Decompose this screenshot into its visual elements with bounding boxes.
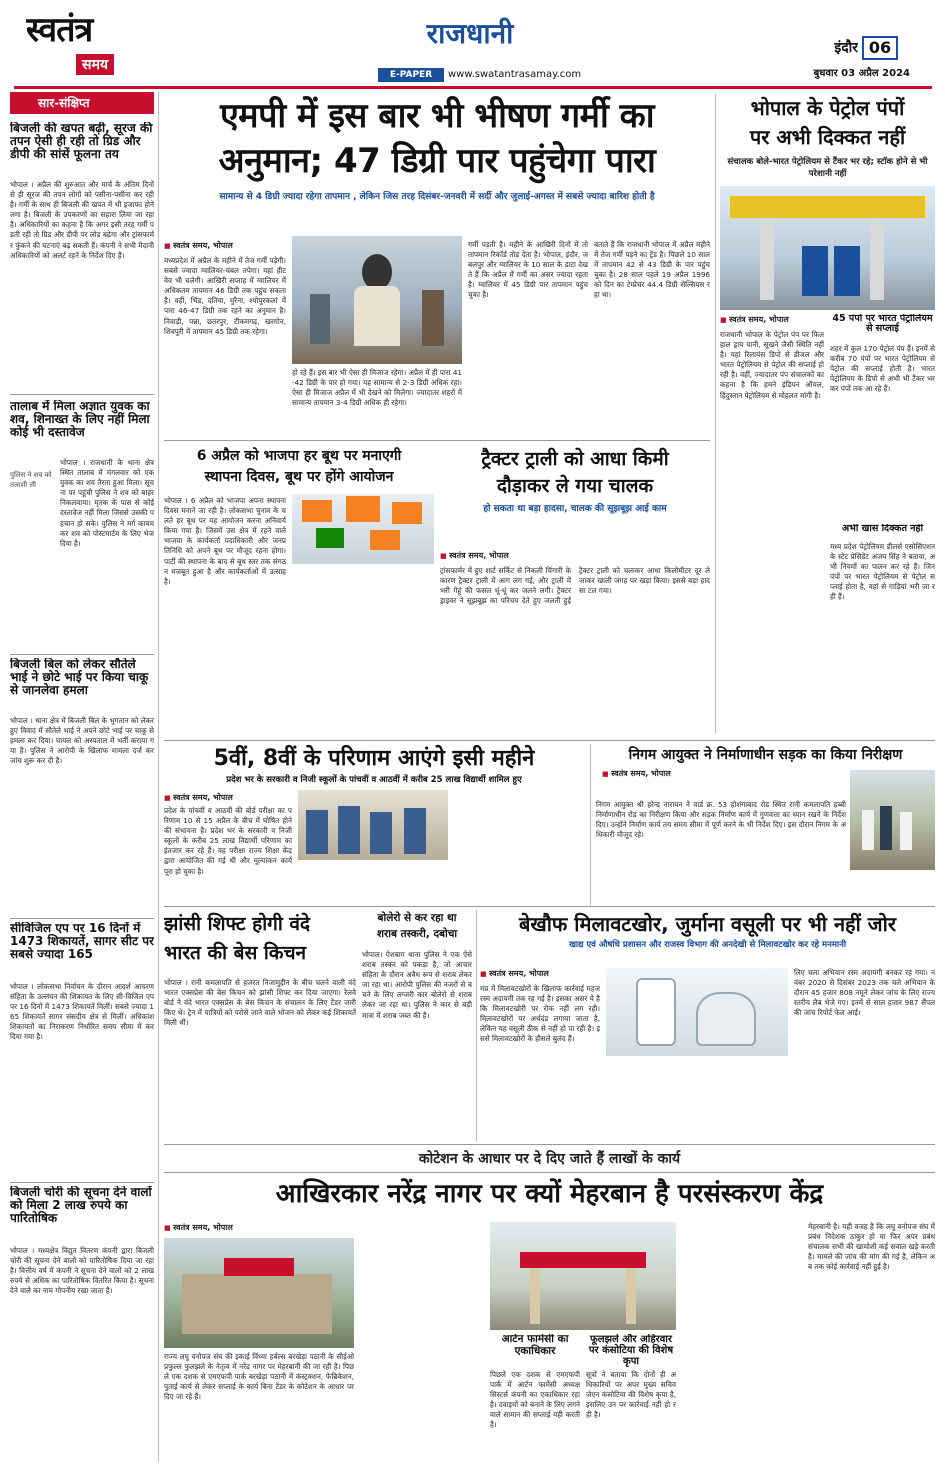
contract-box2-body: सूत्रों ने बताया कि दोनों ही अधिकारियों पर अपर मुख्य सचिव जेएन कंसोटिया की विशेष कृपा है, इसलिए उन पर कार्रवाई नहीं हो रही है। <box>586 1370 676 1420</box>
adulteration-headline: बेखौफ मिलावटखोर, जुर्माना वसूली पर भी नहीं जोर <box>518 912 897 936</box>
contract-headline: आखिरकार नरेंद्र नागर पर क्यों मेहरबान है परसंस्करण केंद्र <box>275 1179 824 1209</box>
petrol-box1-title: 45 पंपों पर भारत पेट्रोलियम से सप्लाई <box>832 314 933 335</box>
lead-story <box>164 94 710 434</box>
logo-line1: स्वतंत्र <box>26 10 93 50</box>
adulteration-body-col3: लिए चला अभियान रस्म अदायगी बनकर रह गया। नवंबर 2020 से दिसंबर 2023 तक चले अभियान के दौरान 45 हजार 808 नमूने लेकर जांच के लिए राज्य स्तरीय लैब भेजे गए। इनमें से साल हजार 987 सैंपल की जांच रिपोर्ट फेल आई। <box>794 968 935 1018</box>
contract-kicker: कोटेशन के आधार पर दे दिए जाते हैं लाखों के कार्य <box>418 1151 681 1167</box>
lead-headline-line1: एमपी में इस बार भी भीषण गर्मी का <box>219 96 655 136</box>
tractor-byline: ■ स्वतंत्र समय, भोपाल <box>440 550 560 562</box>
sidebar-item-body: भोपाल । थाना क्षेत्र में बिजली बिल के भुगतान को लेकर हुए विवाद में सौतेले भाई ने अपने छोटे भाई पर चाकू से हमला कर दिया। घायल को अस्पताल में भर्ती कराया गया है। पुलिस ने आरोपी के खिलाफ मामला दर्ज कर जांच शुरू कर दी है। <box>10 716 154 766</box>
adulteration-body: मप्र में मिलावटखोरों के खिलाफ कार्रवाई महज रस्म अदायगी तक रह गई है। इसका असर ये है कि मिलावटखोरी पर रोक नहीं लग रही। मिलावटखोरों पर अर्थदंड लगाया जाता है, लेकिन यह वसूली ठीक से नहीं हो पा रही है। इससे मिलावटखोरों के हौसले बुलंद हैं। <box>480 984 600 1044</box>
liquor-headline-line2: शराब तस्करी, दबोचा <box>376 928 458 940</box>
vindhya-herbals-gate-photo <box>490 1222 676 1330</box>
tractor-body: ट्रांसफार्मर में हुए शार्ट सर्किट से निकली चिंगारी के कारण ट्रैक्टर ट्राली में आग लग गई, और ट्राली में भरी गेहूं की फसल धूं-धूं कर जलने लगी। ट्रैक्टर ड्राइवर ने सूझबूझ का परिचय देते हुए जलती हुई ट्रैक्टर ट्राली को चलाकर आधा किलोमीटर दूर ले जाकर खाली जगह पर खड़ा किया। इससे बड़ा हादसा टल गया। <box>440 566 710 606</box>
bjp-flags-photo <box>292 494 434 564</box>
sidebar <box>10 92 154 1462</box>
section-divider <box>164 906 935 907</box>
petrol-headline-line2: पर अभी दिक्कत नहीं <box>749 125 906 149</box>
contract-body-right: मेहरबानी है। यही वजह है कि लघु वनोपज संघ में प्रबंध निदेशक ठाकुर हो या फिर अपर प्रबंध संचालक सभी की खामोशी कई सवाल खड़े करती है। मामले की जांच की मांग की गई है, लेकिन अब तक कोई कार्रवाई नहीं हुई है। <box>808 1222 935 1272</box>
adulteration-story <box>480 910 935 1142</box>
bjp-body-cont <box>292 568 434 736</box>
road-body: निगम आयुक्त श्री हरेन्द्र नारायन ने वार्ड क्र. 53 होशंगाबाद रोड स्थित रानी कमलापति हब्बी निर्माणाधीन रोड का निरीक्षण किया और सड़क निर्माण कार्य में गुणवत्ता का ध्यान रखने के निर्देश दिए। उन्होंने निर्माण कार्य तय समय सीमा में पूर्ण करने के भी निर्देश दिए। इस दौरान निगम के अधिकारी मौजूद रहे। <box>596 800 846 840</box>
sidebar-item-headline: तालाब में मिला अज्ञात युवक का शव, शिनाख्त के लिए नहीं मिला कोई भी दस्तावेज <box>10 400 150 440</box>
liquor-story <box>362 910 472 1140</box>
road-headline: निगम आयुक्त ने निर्माणाधीन सड़क का किया निरीक्षण <box>628 747 903 763</box>
bjp-headline-line2: स्थापना दिवस, बूथ पर होंगे आयोजन <box>204 469 394 485</box>
logo-line2: समय <box>76 54 114 75</box>
petrol-byline: ■ स्वतंत्र समय, भोपाल <box>720 314 826 326</box>
kicker-rule <box>164 1172 935 1173</box>
petrol-subhead: संचालक बोले-भारत पेट्रोलियम से टैंकर भर रहे; स्टॉक होने से भी परेशानी नहीं <box>727 157 928 179</box>
sidebar-item-headline: बिजली बिल को लेकर सौतेले भाई ने छोटे भाई पर किया चाकू से जानलेवा हमला <box>10 658 149 698</box>
sidebar-item-headline: बिजली चोरी की सूचना देने वालों को मिला 2 लाख रुपये का पारितोषिक <box>10 1186 152 1226</box>
sidebar-item <box>10 658 154 918</box>
logo <box>26 10 146 80</box>
section-divider <box>164 1144 935 1145</box>
petrol-body-col1: राजधानी भोपाल के पेट्रोल पंप पर फिलहाल ड्राय यानी, सूखने जैसी स्थिति नहीं है। यहां रिलायंस डिपो से डीजल और भारत पेट्रोलियम से पेट्रोल की सप्लाई हो रही है। वहीं, ज्यादातर पंप संचालकों का कहना है कि हमने इंडियन ऑयल, हिंदुस्तान पेट्रोलियम से मोहलत मांगी है। <box>720 330 824 400</box>
lead-headline-line2: अनुमान; 47 डिग्री पार पहुंचेगा पारा <box>218 141 656 181</box>
sidebar-item-body: भोपाल । राजधानी के थाना क्षेत्र स्थित तालाब में मंगलवार को एक युवक का शव तैरता हुआ मिला। सूचना पर पहुंची पुलिस ने शव को बाहर निकलवाया। मृतक के पास से कोई दस्तावेज नहीं मिला जिससे उसकी पहचान हो सके। पुलिस ने मर्ग कायम कर शव को पोस्टमार्टम के लिए भेज दिया है। <box>60 458 154 548</box>
lead-body-col2: हो रहे हैं। इस बार भी ऐसा ही मिजाज रहेगा। अप्रैल में ही पारा 41-42 डिग्री के पार हो गया। यह सामान्य से 2-3 डिग्री अधिक रहा। ऐसा ही मिजाज अप्रैल में भी देखने को मिलेगा। ज्यादातर शहरों में सामान्य तापमान 3-4 डिग्री अधिक ही रहेगा। <box>292 368 462 408</box>
results-body: प्रदेश के पांचवीं व आठवीं की बोर्ड परीक्षा का परिणाम 10 से 15 अप्रैल के बीच में घोषित होने की संभावना है। प्रदेश भर के सरकारी व निजी स्कूलों के करीब 25 लाख विद्यार्थी परिणाम का इंतजार कर रहे हैं। यह परीक्षा राज्य शिक्षा केंद्र द्वारा आयोजित की गई थी और मूल्यांकन कार्य पूरा हो चुका है। <box>164 806 292 876</box>
lead-body-col4: बताते हैं कि राजधानी भोपाल में अप्रैल महीने में तेज गर्मी पड़ने का ट्रेंड है। पिछले 10 साल में तापमान 42 से 43 डिग्री के पार पहुंच चुका है। 28 साल पहले 19 अप्रैल 1996 को दिन का टेम्प्रेचर 44.4 डिग्री सेल्सियस रहा था। <box>594 240 710 300</box>
petrol-box2 <box>830 524 935 734</box>
jhansi-body: भोपाल । रानी कमलापति से हजरत निजामुद्दीन के बीच चलने वाली वंदे भारत एक्सप्रेस की बेस किचन को झांसी शिफ्ट कर दिया जाएगा। रेलवे बोर्ड ने वंदे भारत एक्सप्रेस के बेस किचन के संचालन के लिए टेंडर जारी किए थे। ट्रेन में यात्रियों को परोसे जाने वाले भोजन को लेकर कई शिकायतें मिली थीं। <box>164 978 356 1028</box>
jhansi-story <box>164 910 356 1140</box>
divider <box>10 1182 154 1183</box>
sidebar-item-caption: पुलिस ने शव को तलाशी ली <box>10 471 52 489</box>
road-story <box>596 744 935 904</box>
results-body-cont <box>454 780 584 904</box>
contract-body-col2 <box>360 1222 484 1462</box>
sidebar-item <box>10 922 154 1190</box>
petrol-box2-title: अभी खास दिक्कत नहीं <box>841 524 924 534</box>
results-story <box>164 744 584 904</box>
petrol-headline-line1: भोपाल के पेट्रोल पंपों <box>750 96 905 120</box>
column-divider <box>590 744 591 906</box>
petrol-pump-photo <box>720 186 935 310</box>
sidebar-divider <box>158 92 159 1462</box>
sidebar-item-body: भोपाल । मध्यक्षेत्र विद्युत वितरण कंपनी द्वारा बिजली चोरी की सूचना देने वालों को पारितोषिक दिया जा रहा है। वित्तीय वर्ष में कंपनी ने सूचना देने वालों को 2 लाख रुपये से अधिक का पारितोषिक वितरित किया है। सूचना देने वाले का नाम गोपनीय रखा जाता है। <box>10 1246 154 1296</box>
results-subhead: प्रदेश भर के सरकारी व निजी स्कूलों के पांचवीं व आठवीं में करीब 25 लाख विद्यार्थी शामिल हुए <box>226 775 522 785</box>
sidebar-item-body: भोपाल । लोकसभा निर्वाचन के दौरान आदर्श आचरण संहिता के उल्लंघन की शिकायत के लिए सी-विजिल एप पर 16 दिनों में 1473 शिकायतें मिलीं। सबसे ज्यादा 165 शिकायतें सागर संसदीय क्षेत्र से मिलीं। अधिकांश शिकायतों का निराकरण निर्धारित समय सीमा में कर दिया गया है। <box>10 982 154 1042</box>
liquor-body: भोपाल। ऐशबाग थाना पुलिस ने एक ऐसे शराब तस्कर को पकड़ा है, जो आचार संहिता के दौरान अवैध रूप से शराब लेकर जा रहा था। आरोपी पुलिस की नजरों से बचने के लिए लग्जरी कार बोलेरो से शराब लेकर जा रहा था। पुलिस ने कार से बड़ी मात्रा में शराब जब्त की है। <box>362 950 472 1020</box>
contract-body-col4 <box>682 1222 802 1462</box>
results-headline: 5वीं, 8वीं के परिणाम आएंगे इसी महीने <box>213 746 535 771</box>
divider <box>10 394 154 395</box>
city-label: इंदौर <box>834 40 858 56</box>
milk-photo <box>606 968 788 1056</box>
sidebar-item <box>10 122 154 342</box>
sidebar-item <box>10 400 154 640</box>
adulteration-subhead: खाद्य एवं औषधि प्रशासन और राजस्व विभाग की अनदेखी से मिलावटखोर कर रहे मनमानी <box>568 940 847 950</box>
masthead <box>0 0 945 88</box>
divider <box>10 918 154 919</box>
lead-byline: ■ स्वतंत्र समय, भोपाल <box>164 240 284 252</box>
section-title: राजधानी <box>426 17 514 50</box>
tractor-subhead: हो सकता था बड़ा हादसा, चालक की सूझबूझ आई काम <box>483 504 667 514</box>
contract-byline: ■ स्वतंत्र समय, भोपाल <box>164 1222 304 1234</box>
section-divider <box>164 740 935 741</box>
contract-body: राज्य लघु वनोपज संघ की इकाई विंध्या हर्बल्स बरखेड़ा पठानी के सीईओ प्रफुल्ल फुलझले के नेतृत्व में नरेंद्र नागर पर मेहरबानी की जा रही है। पिछले एक दशक से एमएफपी पार्क बरखेड़ा पठानी में कंस्ट्रक्शन, फेब्रिकेशन, पुताई कार्य से लेकर सप्लाई के कार्य बिना टेंडर के कोटेशन के आधार पर दिए जा रहे हैं। <box>164 1352 354 1402</box>
masthead-rule <box>14 86 932 89</box>
contract-box1-title: आर्टन फार्मेसी का एकाधिकार <box>501 1334 569 1357</box>
issue-date: बुधवार 03 अप्रैल 2024 <box>813 68 910 79</box>
epaper-label: E-PAPER <box>378 68 444 82</box>
jhansi-headline-line2: भारत की बेस किचन <box>164 942 307 964</box>
adulteration-body-cont <box>606 1060 788 1142</box>
processing-centre-photo <box>164 1238 354 1348</box>
bjp-story <box>164 446 434 736</box>
lead-body-col3: गर्मी पड़ती है। महीने के आखिरी दिनों में तो तापमान रिकॉर्ड तोड़ देता है। भोपाल, इंदौर, जबलपुर और ग्वालियर के 10 साल के डाटा देखते हैं कि अप्रैल में गर्मी का असर ज्यादा रहता है। ग्वालियर में 45 डिग्री पार तापमान पहुंच चुका है। <box>468 240 588 300</box>
adulteration-byline: ■ स्वतंत्र समय, भोपाल <box>480 968 600 980</box>
contract-box2-title: फूलझले और अहिरवार पर कंसोटिया की विशेष कृपा <box>588 1334 674 1367</box>
bjp-headline-line1: 6 अप्रैल को भाजपा हर बूथ पर मनाएगी <box>196 448 402 464</box>
tractor-story <box>440 446 710 736</box>
divider <box>10 654 154 655</box>
website-link[interactable]: www.swatantrasamay.com <box>448 69 582 80</box>
contract-box1-body: पिछले एक दशक से एमएफपी पार्क में आर्टन फार्मेसी अध्यक्ष सिस्टर्स कंपनी का एकाधिकार रहा है। दवाइयों को बनाने के लिए लगने वाले सामान की सप्लाई यही करती है। <box>490 1370 580 1430</box>
petrol-box2-body: मध्य प्रदेश पेट्रोलियम डीलर्स एसोसिएशन के स्टेट प्रेसिडेंट अजय सिंह ने बताया, अभी नियमों का पालन कर रहे हैं। जिन पंपों पर भारत पेट्रोलियम से पेट्रोल सप्लाई होता है, वहां से गाड़ियां भरी जा रही हैं। <box>830 542 935 602</box>
results-byline: ■ स्वतंत्र समय, भोपाल <box>164 792 294 804</box>
column-divider <box>715 94 716 734</box>
bjp-body: भोपाल । 6 अप्रैल को भाजपा अपना स्थापना दिवस मनाने जा रही है। लोकसभा चुनाव के चलते हर बूथ पर यह आयोजन करना अनिवार्य किया गया है। जिसमें उस क्षेत्र में रहने वाले भाजपा के कार्यकर्ता पदाधिकारी और जनप्रतिनिधि को अपने बूथ पर मौजूद रहना होगा। पार्टी की स्थापना के बाद से बूथ स्तर तक संगठन मजबूत हुआ है और कार्यकर्ताओं में उत्साह है। <box>164 496 286 586</box>
heatwave-photo <box>292 236 462 364</box>
sidebar-item-body: भोपाल । अप्रैल की शुरुआत और मार्च के अंतिम दिनों से ही सूरज की तपन लोगों को पसीना-पसीना कर रही है। गर्मी के साथ ही बिजली की खपत में भी इजाफा होने लगा है। बिजली के उपकरणों का सहारा लिया जा रहा है। अधिकारियों का कहना है कि अगर इसी तरह गर्मी पड़ती रही तो ग्रिड और डीपी पर लोड बढ़ेगा और ट्रांसफार्मर फुंकने की घटनाएं बढ़ सकती हैं। कंपनी ने सभी मैदानी अधिकारियों को अलर्ट रहने के निर्देश दिए हैं। <box>10 180 154 260</box>
contract-story <box>164 1148 935 1462</box>
road-inspection-photo <box>850 770 935 870</box>
students-photo <box>298 790 448 860</box>
section-divider <box>164 440 710 441</box>
sidebar-item-headline: बिजली की खपत बढ़ी, सूरज की तपन ऐसी ही रही तो ग्रिड और डीपी की सांसें फूलना तय <box>10 122 153 162</box>
road-byline: ■ स्वतंत्र समय, भोपाल <box>602 768 722 780</box>
petrol-box1 <box>830 314 935 524</box>
sidebar-item <box>10 1186 154 1458</box>
sidebar-item-headline: सीविजिल एप पर 16 दिनों में 1473 शिकायतें, सागर सीट पर सबसे ज्यादा 165 <box>10 922 154 962</box>
liquor-headline-line1: बोलेरो से कर रहा था <box>377 912 457 924</box>
page-number: 06 <box>862 36 898 60</box>
sidebar-header: सार-संक्षिप्त <box>10 92 154 114</box>
column-divider <box>476 910 477 1142</box>
petrol-box1-body: शहर में कुल 170 पेट्रोल पंप हैं। इनमें से करीब 70 पंपों पर भारत पेट्रोलियम से पेट्रोल की सप्लाई होती है। भारत पेट्रोलियम के डिपो से अभी भी टैंकर भरकर पंपों तक आ रहे हैं। <box>830 344 935 394</box>
petrol-story <box>720 94 935 734</box>
contract-box1 <box>490 1334 580 1462</box>
tractor-headline-line2: दौड़ाकर ले गया चालक <box>496 475 654 497</box>
tractor-headline-line1: ट्रैक्टर ट्राली को आधा किमी <box>481 448 669 470</box>
lead-body-col1: मध्यप्रदेश में अप्रैल के महीने में तेज गर्मी पड़ेगी। सबसे ज्यादा ग्वालियर-चंबल तपेगा। यहां हीट वेव भी चलेगी। आखिरी सप्ताह में ग्वालियर में अधिकतम तापमान 46 डिग्री तक पहुंच सकता है। वहीं, भिंड, दतिया, मुरैना, श्योपुरकलां में पारा 46-47 डिग्री तक रहने का अनुमान है। निवाड़ी, पन्ना, छतरपुर, टीकमगढ़, खरगोन, शिवपुरी में तापमान 45 डिग्री तक रहेगा। <box>164 256 286 336</box>
lead-subhead: सामान्य से 4 डिग्री ज्यादा रहेगा तापमान , लेकिन जिस तरह दिसंबर-जनवरी में सर्दी और जुलाई-अगस्त में सबसे ज्यादा बारिश होती है <box>219 192 655 202</box>
contract-box2 <box>586 1334 676 1462</box>
jhansi-headline-line1: झांसी शिफ्ट होगी वंदे <box>164 913 311 935</box>
